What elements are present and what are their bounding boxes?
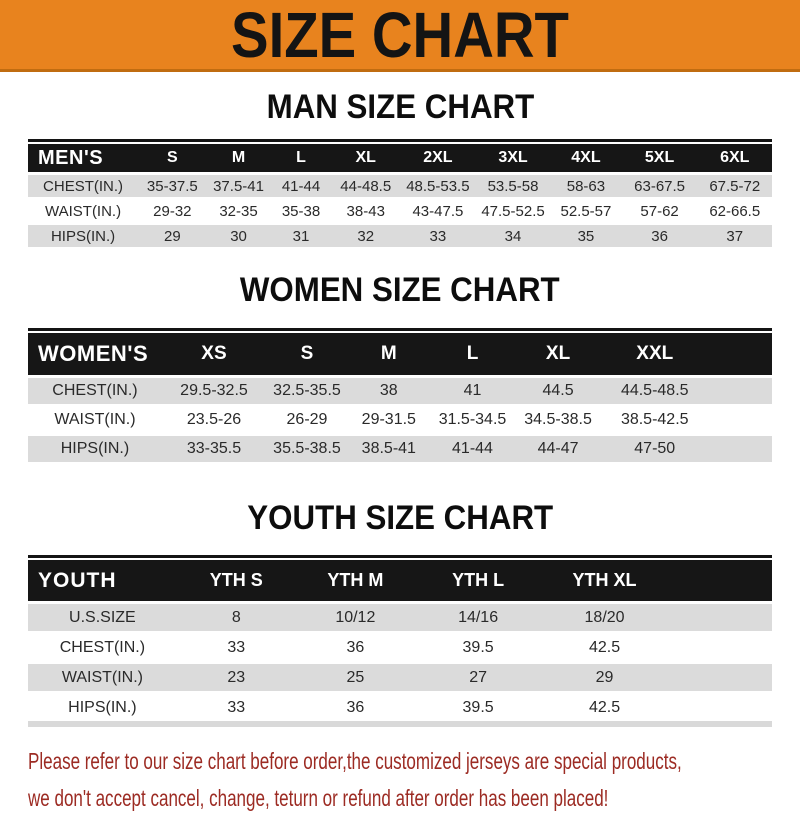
- table-row: [28, 224, 772, 248]
- size-value: 38.5-42.5: [601, 405, 709, 434]
- size-value: 33: [177, 633, 296, 663]
- size-value: 41-44: [430, 434, 516, 462]
- charts-container: [0, 72, 800, 727]
- table-header-row: [28, 333, 772, 377]
- size-value: 18/20: [541, 603, 667, 633]
- size-value: 38-43: [332, 199, 400, 224]
- size-value: 36: [296, 633, 415, 663]
- spacer-cell: [709, 434, 772, 462]
- size-value: 23: [177, 663, 296, 693]
- spacer-cell: [709, 376, 772, 405]
- size-value: 23.5-26: [162, 405, 266, 434]
- size-value: 32.5-35.5: [266, 376, 348, 405]
- banner: [0, 0, 800, 72]
- size-value: 42.5: [541, 633, 667, 663]
- spacer-cell: [668, 560, 772, 603]
- size-value: 37: [698, 224, 772, 248]
- row-label: CHEST(IN.): [28, 376, 162, 405]
- spacer-cell: [709, 405, 772, 434]
- footer-line-1: Please refer to our size chart before order,the customized jerseys are special products,: [28, 748, 682, 775]
- size-value: 38.5-41: [348, 434, 430, 462]
- column-header: S: [266, 333, 348, 377]
- column-header: 6XL: [698, 144, 772, 174]
- column-header: 5XL: [622, 144, 698, 174]
- column-header: YTH M: [296, 560, 415, 603]
- spacer-cell: [668, 663, 772, 693]
- size-value: 26-29: [266, 405, 348, 434]
- size-value: 43-47.5: [400, 199, 476, 224]
- footer-line-2: we don't accept cancel, change, teturn or refund after order has been placed!: [28, 785, 609, 812]
- size-value: 29: [541, 663, 667, 693]
- size-table-wrap: [28, 328, 772, 462]
- size-value: 34.5-38.5: [515, 405, 601, 434]
- size-value: 42.5: [541, 693, 667, 722]
- column-header: 3XL: [476, 144, 550, 174]
- size-table: [28, 144, 772, 247]
- size-value: 37.5-41: [207, 174, 271, 199]
- table-header-row: [28, 144, 772, 174]
- column-header: XS: [162, 333, 266, 377]
- table-row: [28, 693, 772, 722]
- size-value: 58-63: [550, 174, 621, 199]
- size-table: [28, 560, 772, 721]
- size-value: 35-38: [271, 199, 332, 224]
- size-value: 30: [207, 224, 271, 248]
- row-label: HIPS(IN.): [28, 434, 162, 462]
- size-value: 63-67.5: [622, 174, 698, 199]
- column-header: YTH L: [415, 560, 541, 603]
- column-header: XL: [332, 144, 400, 174]
- size-chart-section: [0, 272, 800, 461]
- size-value: 10/12: [296, 603, 415, 633]
- table-row: [28, 663, 772, 693]
- column-header: S: [138, 144, 206, 174]
- size-table-wrap: [28, 139, 772, 247]
- size-value: 47-50: [601, 434, 709, 462]
- section-heading-text: WOMEN SIZE CHART: [240, 271, 560, 310]
- section-heading: [0, 500, 800, 537]
- size-table-wrap: [28, 555, 772, 727]
- size-value: 32-35: [207, 199, 271, 224]
- table-title: WOMEN'S: [28, 333, 162, 377]
- row-label: U.S.SIZE: [28, 603, 177, 633]
- column-header: YTH XL: [541, 560, 667, 603]
- size-value: 35: [550, 224, 621, 248]
- size-value: 52.5-57: [550, 199, 621, 224]
- size-value: 44.5-48.5: [601, 376, 709, 405]
- column-header: 4XL: [550, 144, 621, 174]
- size-value: 29: [138, 224, 206, 248]
- row-label: CHEST(IN.): [28, 633, 177, 663]
- row-label: HIPS(IN.): [28, 693, 177, 722]
- section-heading: [0, 89, 800, 126]
- column-header: 2XL: [400, 144, 476, 174]
- size-value: 35-37.5: [138, 174, 206, 199]
- row-label: HIPS(IN.): [28, 224, 138, 248]
- size-value: 32: [332, 224, 400, 248]
- table-row: [28, 199, 772, 224]
- spacer-cell: [668, 633, 772, 663]
- section-heading-text: MAN SIZE CHART: [266, 88, 534, 126]
- size-value: 36: [622, 224, 698, 248]
- row-label: CHEST(IN.): [28, 174, 138, 199]
- size-value: 31: [271, 224, 332, 248]
- spacer-cell: [668, 603, 772, 633]
- size-value: 48.5-53.5: [400, 174, 476, 199]
- spacer-cell: [668, 693, 772, 722]
- size-value: 38: [348, 376, 430, 405]
- size-value: 29-32: [138, 199, 206, 224]
- size-chart-section: [0, 500, 800, 727]
- size-value: 36: [296, 693, 415, 722]
- column-header: M: [207, 144, 271, 174]
- size-value: 41-44: [271, 174, 332, 199]
- column-header: M: [348, 333, 430, 377]
- section-heading: [0, 272, 800, 309]
- table-header-row: [28, 560, 772, 603]
- table-row: [28, 376, 772, 405]
- size-value: 33-35.5: [162, 434, 266, 462]
- section-heading-text: YOUTH SIZE CHART: [247, 498, 553, 537]
- row-label: WAIST(IN.): [28, 405, 162, 434]
- table-row: [28, 603, 772, 633]
- table-title: YOUTH: [28, 560, 177, 603]
- size-value: 47.5-52.5: [476, 199, 550, 224]
- column-header: L: [271, 144, 332, 174]
- size-value: 62-66.5: [698, 199, 772, 224]
- table-row: [28, 434, 772, 462]
- size-value: 67.5-72: [698, 174, 772, 199]
- size-chart-section: [0, 89, 800, 247]
- size-value: 35.5-38.5: [266, 434, 348, 462]
- table-row: [28, 174, 772, 199]
- table-row: [28, 633, 772, 663]
- size-value: 29.5-32.5: [162, 376, 266, 405]
- size-value: 8: [177, 603, 296, 633]
- size-value: 44-48.5: [332, 174, 400, 199]
- size-value: 41: [430, 376, 516, 405]
- size-value: 34: [476, 224, 550, 248]
- size-value: 29-31.5: [348, 405, 430, 434]
- size-table: [28, 333, 772, 462]
- size-value: 25: [296, 663, 415, 693]
- page-title: SIZE CHART: [231, 0, 569, 71]
- size-value: 33: [400, 224, 476, 248]
- table-title: MEN'S: [28, 144, 138, 174]
- size-value: 44-47: [515, 434, 601, 462]
- spacer-cell: [709, 333, 772, 377]
- size-value: 39.5: [415, 693, 541, 722]
- size-value: 27: [415, 663, 541, 693]
- row-label: WAIST(IN.): [28, 199, 138, 224]
- size-value: 44.5: [515, 376, 601, 405]
- size-value: 39.5: [415, 633, 541, 663]
- size-value: 14/16: [415, 603, 541, 633]
- footer-note: [28, 743, 800, 817]
- size-value: 31.5-34.5: [430, 405, 516, 434]
- size-value: 33: [177, 693, 296, 722]
- column-header: L: [430, 333, 516, 377]
- row-label: WAIST(IN.): [28, 663, 177, 693]
- column-header: XL: [515, 333, 601, 377]
- column-header: XXL: [601, 333, 709, 377]
- size-value: 53.5-58: [476, 174, 550, 199]
- column-header: YTH S: [177, 560, 296, 603]
- table-row: [28, 405, 772, 434]
- size-value: 57-62: [622, 199, 698, 224]
